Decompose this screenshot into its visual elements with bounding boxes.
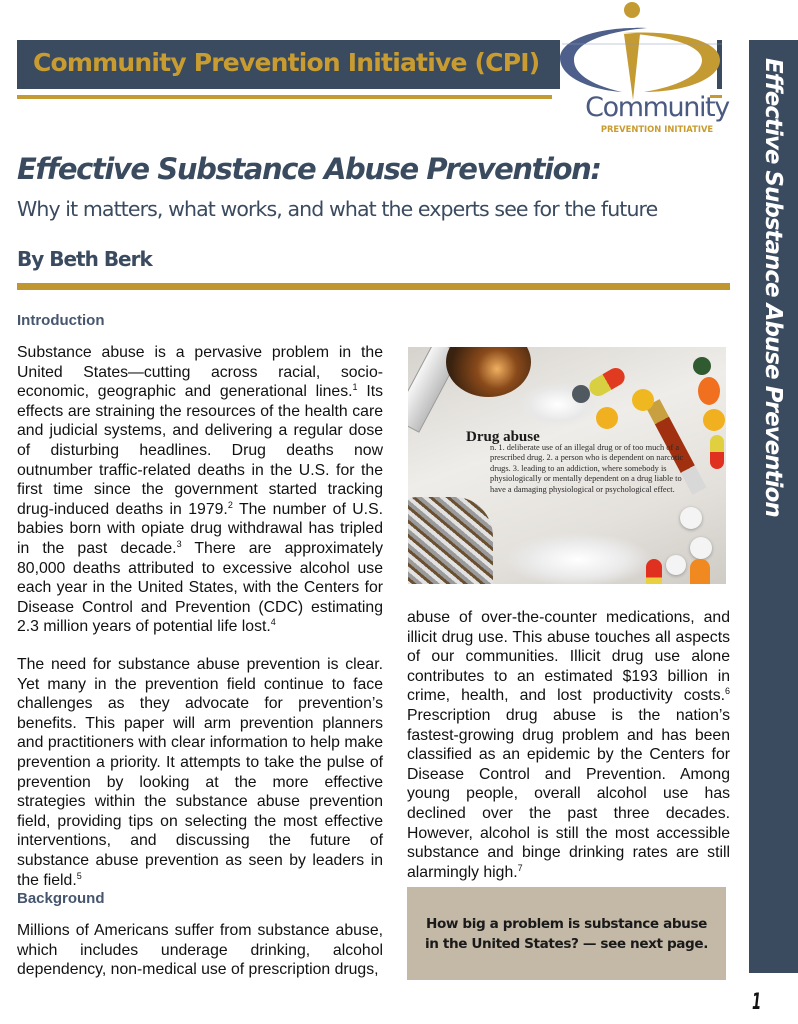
callout-line-1: How big a problem is substance abuse	[426, 916, 707, 932]
background-paragraph-left: Millions of Americans suffer from substance abuse, which includes underage drinking, alcohol dependency, non-medical use of prescription drugs,	[17, 922, 383, 979]
section-heading-introduction: Introduction	[17, 312, 105, 329]
caption-body: n. 1. deliberate use of an illegal drug or of too much of a prescribed drug. 2. a person who is dependent on narcotic drugs. 3. leading to an addiction, where somebody is physiologically or mentally dependent on a drug liable to have a damaging physiological or psychological effect.	[490, 442, 684, 494]
cpi-logo	[552, 0, 727, 140]
pill-graphic	[632, 389, 654, 411]
byline: By Beth Berk	[17, 247, 152, 271]
pill-graphic	[703, 409, 725, 431]
footnote-ref: 7	[517, 862, 523, 873]
caption-head: Drug abuse	[466, 429, 540, 445]
footnote-ref: 3	[176, 538, 182, 549]
footnote-ref: 4	[270, 617, 276, 628]
title-divider	[17, 283, 730, 290]
section-heading-background: Background	[17, 890, 105, 907]
footnote-ref: 1	[352, 382, 358, 393]
intro-paragraph-2: The need for substance abuse prevention is clear. Yet many in the prevention field continue to face challenges as they advocate for prevention’s benefits. This paper will arm prevention planners and practitioners with clear information to help make prevention a priority. It attempts to take the pulse of prevention by looking at the more effective strategies within the substance abuse prevention field, providing tips on selecting the most effective interventions, and discussing the future of substance abuse prevention as seen by leaders in the field.$^5$	[17, 656, 383, 889]
pill-graphic	[690, 537, 712, 559]
banner-rule	[17, 95, 552, 99]
background-paragraph-right: abuse of over-the-counter medications, and illicit drug use. This abuse touches all aspects of our communities. Illicit drug use alone contributes to an estimated $193 billion in crime, health, and lost productivity costs.$^6$ Prescription drug abuse is the nation’s fastest-growing drug problem and has been classified as an epidemic by the Centers for Disease Control and Prevention. Among young people, overall alcohol use has declined over the past three decades. However, alcohol is still the most accessible substance and binge drinking rates are still alarmingly high.$^7$	[407, 609, 730, 881]
pill-graphic	[572, 385, 590, 403]
callout-line-2: in the United States? — see next page.	[425, 936, 708, 952]
page-number: 1	[752, 990, 762, 1015]
next-page-callout	[407, 887, 726, 980]
logo-wordmark: Community	[585, 92, 729, 123]
photo-caption	[466, 429, 686, 496]
pill-graphic	[680, 507, 702, 529]
powder-graphic	[503, 532, 653, 584]
pill-graphic	[596, 407, 618, 429]
intro-paragraph-1: Substance abuse is a pervasive problem in the United States—cutting across racial, socio-economic, geographic and generational lines.$^1$ Its effects are straining the resources of the health care and judicial systems, and delivering a regular dose of disturbing headlines. Drug deaths now outnumber traffic-related deaths in the U.S. for the first time since the government started tracking drug-induced deaths in 1979.$^2$ The number of U.S. babies born with opiate drug withdrawal has tripled in the past decade.$^3$ There are approximately 80,000 deaths attributed to excessive alcohol use each year in the United States, with the Centers for Disease Control and Prevention (CDC) estimating 2.3 million years of potential life lost.$^4$	[17, 344, 383, 636]
sidebar-vertical-title: Effective Substance Abuse Prevention	[760, 58, 786, 517]
capsule-graphic	[646, 559, 662, 584]
footnote-ref: 6	[724, 686, 730, 697]
footnote-ref: 2	[227, 499, 233, 510]
banner-title: Community Prevention Initiative (CPI)	[33, 48, 540, 77]
capsule-graphic	[710, 435, 724, 469]
callout-text	[407, 914, 726, 954]
capsule-graphic	[690, 559, 710, 584]
sidebar-band	[749, 40, 798, 973]
page-title: Effective Substance Abuse Prevention:	[17, 152, 601, 186]
pill-graphic	[666, 555, 686, 575]
capsule-graphic	[586, 365, 628, 400]
pill-graphic	[698, 377, 720, 405]
header-banner	[17, 40, 560, 89]
spoon-graphic	[446, 347, 531, 397]
foil-graphic	[408, 497, 493, 584]
pill-graphic	[693, 357, 711, 375]
logo-tagline: PREVENTION INITIATIVE	[600, 124, 714, 134]
footnote-ref: 5	[76, 870, 82, 881]
page-subtitle: Why it matters, what works, and what the experts see for the future	[17, 197, 658, 221]
drug-abuse-photo	[408, 347, 726, 584]
